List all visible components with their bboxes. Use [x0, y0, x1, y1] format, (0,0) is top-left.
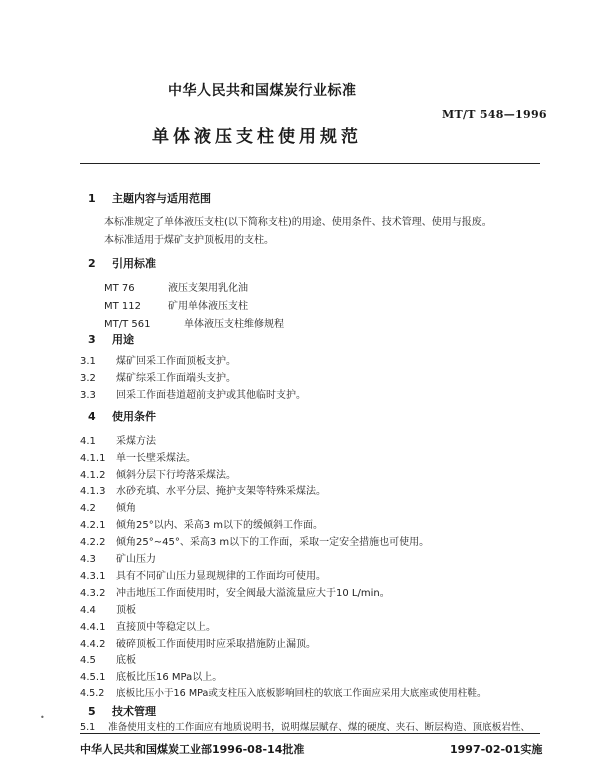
- reference-item: [104, 315, 284, 330]
- clause-number: 4.5.2: [80, 688, 105, 699]
- clause-text: 单一长壁采煤法。: [116, 453, 196, 464]
- section-title: 技术管理: [112, 705, 156, 718]
- clause-number: 3.2: [80, 373, 96, 384]
- section-title: 引用标准: [112, 257, 156, 270]
- clause-number: 4.2: [80, 503, 96, 514]
- clause-line: [80, 516, 323, 531]
- implementation-date: 1997-02-01实施: [450, 743, 543, 756]
- clause-line: [80, 352, 236, 367]
- reference-code: MT 76: [104, 283, 135, 294]
- reference-item: [104, 297, 248, 312]
- reference-title: 液压支架用乳化油: [168, 283, 248, 294]
- section-number: 2: [88, 257, 96, 270]
- clause-number: 4.2.2: [80, 537, 106, 548]
- clause-number: 4.1.2: [80, 470, 106, 481]
- clause-number: 4.5.1: [80, 672, 106, 683]
- reference-title: 单体液压支柱维修规程: [184, 319, 284, 330]
- clause-line: [80, 584, 390, 599]
- clause-number: 5.1: [80, 722, 96, 733]
- clause-number: 4.3.2: [80, 588, 106, 599]
- section-number: 4: [88, 410, 96, 423]
- reference-code: MT/T 561: [104, 319, 151, 330]
- section-title: 使用条件: [112, 410, 156, 423]
- clause-text: 倾斜分层下行垮落采煤法。: [116, 470, 236, 481]
- clause-line: [80, 466, 236, 481]
- section-3-heading: [88, 331, 134, 347]
- clause-text: 冲击地压工作面使用时，安全阀最大溢流量应大于10 L/min。: [116, 588, 390, 599]
- clause-line: [80, 601, 136, 616]
- clause-text: 煤矿综采工作面端头支护。: [116, 373, 236, 384]
- clause-line: [80, 719, 530, 733]
- footer-divider: [80, 733, 540, 734]
- section-2-heading: [88, 255, 156, 271]
- reference-code: MT 112: [104, 301, 142, 312]
- clause-text: 采煤方法: [116, 436, 156, 447]
- section-5-heading: [88, 703, 156, 719]
- clause-text: 底板比压小于16 MPa或支柱压入底板影响回柱的软底工作面应采用大底座或使用柱鞋。: [116, 688, 487, 699]
- clause-text: 底板: [116, 655, 136, 666]
- clause-text: 破碎顶板工作面使用时应采取措施防止漏顶。: [116, 639, 316, 650]
- clause-line: [80, 499, 136, 514]
- section-title: 用途: [112, 333, 134, 346]
- section-4-heading: [88, 408, 156, 424]
- clause-text: 倾角: [116, 503, 136, 514]
- clause-number: 4.3: [80, 554, 96, 565]
- section-number: 5: [88, 705, 96, 718]
- clause-number: 4.4: [80, 605, 96, 616]
- reference-title: 矿用单体液压支柱: [168, 301, 248, 312]
- clause-number: 3.1: [80, 356, 96, 367]
- clause-text: 倾角25°~45°、采高3 m以下的工作面，采取一定安全措施也可使用。: [116, 537, 430, 548]
- clause-line: [80, 635, 316, 650]
- section-1-heading: [88, 190, 211, 206]
- clause-text: 矿山压力: [116, 554, 156, 565]
- clause-line: [80, 618, 216, 633]
- clause-text: 具有不同矿山压力显现规律的工作面均可使用。: [116, 571, 326, 582]
- clause-text: 回采工作面巷道超前支护或其他临时支护。: [116, 390, 306, 401]
- standard-code: MT/T 548—1996: [442, 108, 547, 121]
- clause-text: 倾角25°以内、采高3 m以下的缓倾斜工作面。: [116, 520, 324, 531]
- section-number: 1: [88, 192, 96, 205]
- clause-line: [80, 651, 136, 666]
- clause-number: 4.2.1: [80, 520, 106, 531]
- clause-number: 3.3: [80, 390, 96, 401]
- clause-text: 水砂充填、水平分层、掩护支架等特殊采煤法。: [116, 486, 326, 497]
- clause-text: 底板比压16 MPa以上。: [116, 672, 223, 683]
- clause-text: 准备使用支柱的工作面应有地质说明书，说明煤层赋存、煤的硬度、夹石、断层构造、顶底板岩性、: [108, 722, 531, 733]
- clause-text: 煤矿回采工作面顶板支护。: [116, 356, 236, 367]
- reference-item: [104, 279, 248, 294]
- paragraph: 本标准规定了单体液压支柱(以下简称支柱)的用途、使用条件、技术管理、使用与报废。: [104, 217, 492, 228]
- clause-text: 直接顶中等稳定以上。: [116, 622, 216, 633]
- standard-org-header: 中华人民共和国煤炭行业标准: [168, 83, 357, 99]
- paragraph: 本标准适用于煤矿支护顶板用的支柱。: [104, 235, 274, 246]
- clause-number: 4.1.1: [80, 453, 106, 464]
- section-title: 主题内容与适用范围: [112, 192, 211, 205]
- clause-line: [80, 533, 429, 548]
- clause-line: [80, 432, 156, 447]
- margin-mark: •: [40, 713, 45, 722]
- document-title: 单体液压支柱使用规范: [152, 127, 362, 147]
- clause-line: [80, 449, 196, 464]
- approval-statement: 中华人民共和国煤炭工业部1996-08-14批准: [80, 743, 305, 756]
- clause-text: 顶板: [116, 605, 136, 616]
- clause-line: [80, 685, 487, 699]
- clause-line: [80, 567, 326, 582]
- clause-number: 4.4.2: [80, 639, 106, 650]
- clause-line: [80, 386, 306, 401]
- clause-number: 4.5: [80, 655, 96, 666]
- clause-number: 4.1: [80, 436, 96, 447]
- clause-number: 4.1.3: [80, 486, 106, 497]
- clause-line: [80, 668, 222, 683]
- section-number: 3: [88, 333, 96, 346]
- clause-line: [80, 482, 326, 497]
- clause-line: [80, 550, 156, 565]
- clause-number: 4.3.1: [80, 571, 106, 582]
- clause-number: 4.4.1: [80, 622, 106, 633]
- header-divider: [80, 163, 540, 164]
- clause-line: [80, 369, 236, 384]
